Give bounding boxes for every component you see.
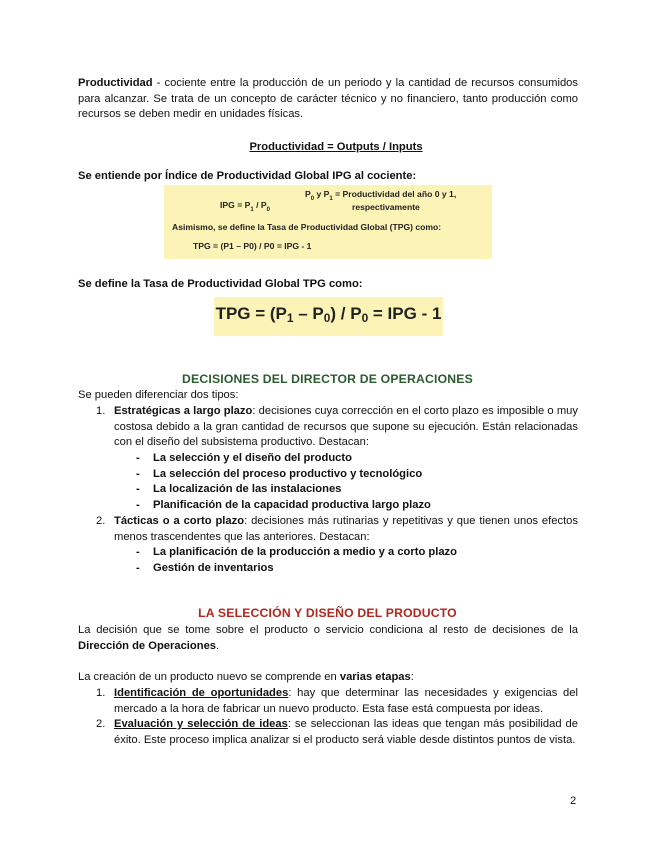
section2-item-1 — [96, 686, 578, 717]
list-number: 2. — [96, 515, 106, 527]
ipg-heading: Se entiende por Índice de Productividad Global IPG al cociente: — [78, 170, 417, 182]
item-text: : se seleccionan las ideas que tengan más posibilidad de éxito. Este proceso implica analizar si el producto será viable desde distintos puntos de vista. — [114, 718, 578, 746]
productivity-formula: Productividad = Outputs / Inputs — [249, 141, 423, 153]
item-term: Evaluación y selección de ideas — [114, 718, 288, 730]
list-number: 1. — [96, 405, 106, 417]
tpg-formula-box — [214, 297, 443, 336]
bullet-item: - La selección y el diseño del producto — [136, 452, 352, 464]
list-number: 1. — [96, 687, 106, 699]
intro-term: Productividad — [78, 77, 153, 89]
bullet-item: - La localización de las instalaciones — [136, 483, 342, 496]
page-number: 2 — [570, 795, 577, 807]
section2-paragraph-2: La creación de un producto nuevo se comprende en varias etapas: — [78, 671, 414, 683]
list-number: 2. — [96, 718, 106, 730]
bullet-item: - La planificación de la producción a medio y a corto plazo — [136, 546, 457, 558]
p-definition: $P_0$ y $P_1$ = Productividad del año 0 y 1, — [305, 189, 457, 202]
ipg-formula: IPG = $P_1 / P_0$ — [220, 200, 270, 213]
section1-item-2 — [96, 514, 578, 545]
intro-paragraph — [78, 76, 578, 123]
section1-item2-bullets — [136, 545, 457, 576]
section1-item-1 — [96, 404, 578, 451]
section1-lead: Se pueden diferenciar dos tipos: — [78, 389, 239, 401]
bullet-item: - Planificación de la capacidad productiva largo plazo — [136, 498, 431, 511]
section-title-decisiones: DECISIONES DEL DIRECTOR DE OPERACIONES — [182, 372, 473, 386]
item-term: Tácticas o a corto plazo — [114, 515, 245, 527]
item-text: : hay que determinar las necesidades y exigencias del mercado a la hora de fabricar un nuevo producto. Esta fase está compuesta por ideas. — [114, 687, 578, 715]
asimismo-text: Asimismo, se define la Tasa de Productividad Global (TPG) como: — [172, 222, 442, 232]
tpg-formula: TPG = $(P_1 - P_0) / P_0$ = IPG - 1 — [215, 304, 442, 326]
bullet-item: - La selección del proceso productivo y tecnológico — [136, 467, 423, 480]
section2-item-2 — [96, 717, 578, 748]
item-text: : decisiones cuya corrección en el corto plazo es imposible o muy costosa debido a la gran cantidad de recursos que supone su ejecución. Están relacionadas con el diseño del subsistema productivo. Destacan: — [114, 405, 578, 449]
tpg-heading: Se define la Tasa de Productividad Global TPG como: — [78, 278, 363, 290]
item-text: : decisiones más rutinarias y repetitivas y que tienen unos efectos menos trascendentes que las anteriores. Destacan: — [114, 515, 578, 543]
item-term: Estratégicas a largo plazo — [114, 405, 253, 417]
section-title-seleccion: LA SELECCIÓN Y DISEÑO DEL PRODUCTO — [198, 606, 457, 620]
ipg-definition-box — [164, 185, 492, 259]
bullet-item: - Gestión de inventarios — [136, 561, 274, 574]
item-term: Identificación de oportunidades — [114, 687, 289, 699]
section2-paragraph-1: La decisión que se tome sobre el producto o servicio condiciona al resto de decisiones de la Dirección de Operaciones. — [78, 624, 578, 652]
p-definition-line2: respectivamente — [352, 202, 420, 212]
section1-item1-bullets — [136, 451, 431, 513]
tpg-small-formula: TPG = (P1 – P0) / P0 = IPG - 1 — [193, 241, 312, 251]
intro-text: - cociente entre la producción de un periodo y la cantidad de recursos consumidos para alcanzar. Se trata de un concepto de carácter técnico y no financiero, tanto producción como recursos se deben medir en unidades físicas. — [78, 77, 578, 121]
